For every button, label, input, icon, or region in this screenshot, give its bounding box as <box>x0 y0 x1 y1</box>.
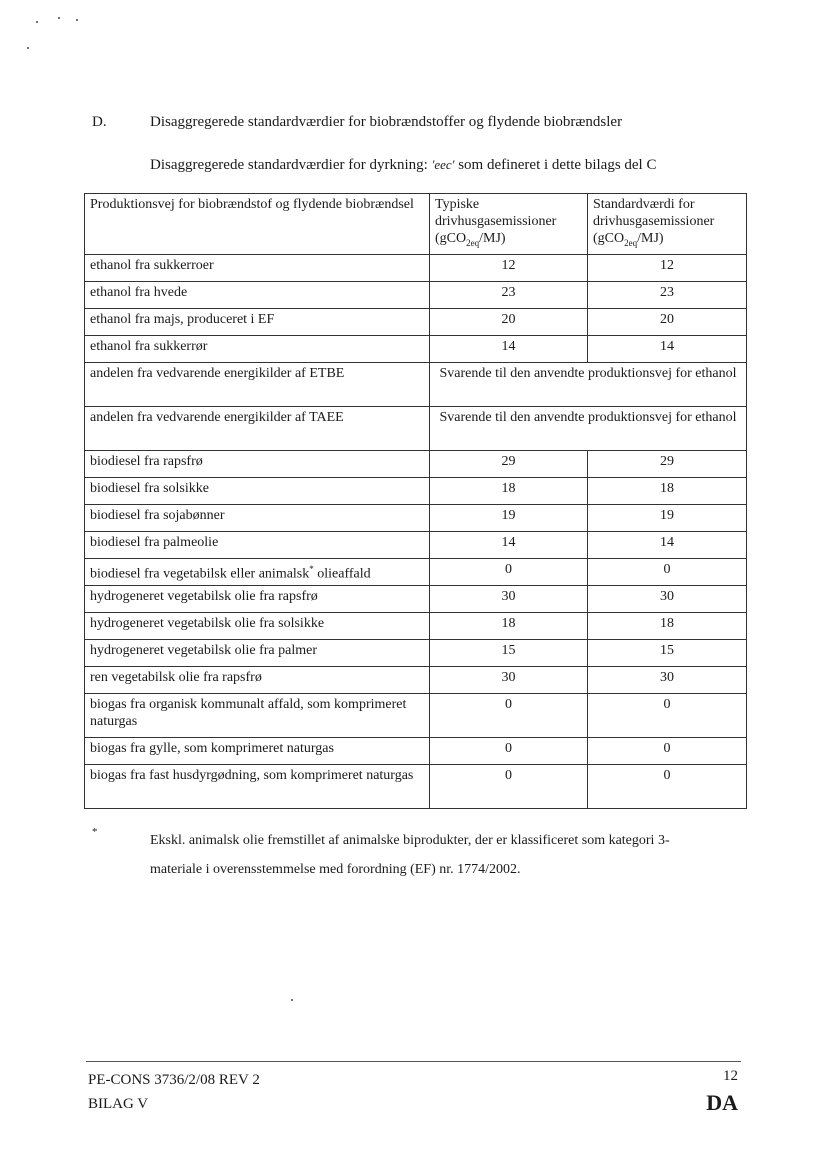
pathway-cell: biogas fra fast husdyrgødning, som komprimeret naturgas <box>85 764 430 808</box>
table-row <box>85 764 747 808</box>
header-typical <box>430 194 588 255</box>
pathway-text: biodiesel fra vegetabilsk eller animalsk <box>90 566 310 582</box>
header-default <box>588 194 747 255</box>
section-heading <box>92 114 622 131</box>
typical-value-cell: 0 <box>430 764 588 808</box>
pathway-cell: biodiesel fra solsikke <box>85 477 430 504</box>
header-pathway: Produktionsvej for biobrændstof og flydende biobrændsel <box>85 194 430 255</box>
default-value-cell: 23 <box>588 281 747 308</box>
scan-speck <box>36 21 38 23</box>
default-value-cell: 0 <box>588 693 747 737</box>
default-value-cell: 18 <box>588 477 747 504</box>
pathway-cell: biogas fra organisk kommunalt affald, som komprimeret naturgas <box>85 693 430 737</box>
typical-value-cell: 29 <box>430 450 588 477</box>
typical-value-cell: 12 <box>430 254 588 281</box>
default-value-cell: 14 <box>588 335 747 362</box>
default-value-cell: 0 <box>588 737 747 764</box>
document-reference: PE-CONS 3736/2/08 REV 2 <box>88 1072 260 1088</box>
table-row <box>85 335 747 362</box>
pathway-cell: ethanol fra sukkerrør <box>85 335 430 362</box>
table-row <box>85 308 747 335</box>
footnote-mark: * <box>92 826 98 838</box>
footer-reference <box>88 1068 260 1116</box>
table-subtitle <box>150 157 656 174</box>
default-value-cell: 30 <box>588 585 747 612</box>
pathway-cell: ethanol fra hvede <box>85 281 430 308</box>
default-value-cell: 30 <box>588 666 747 693</box>
table-row <box>85 558 747 585</box>
header-default-label: Standardværdi for drivhusgasemissioner <box>593 197 715 229</box>
header-typical-unit-post: /MJ) <box>479 231 506 246</box>
default-values-table <box>84 193 747 809</box>
footnote-text: Ekskl. animalsk olie fremstillet af animalske biprodukter, der er klassificeret som kategori 3-materiale i overensstemmelse med forordning (EF) nr. 1774/2002. <box>150 833 670 877</box>
footer-divider <box>86 1061 741 1062</box>
pathway-cell: biogas fra gylle, som komprimeret naturgas <box>85 737 430 764</box>
page-number: 12 <box>723 1068 738 1084</box>
typical-value-cell: 0 <box>430 737 588 764</box>
pathway-cell: biodiesel fra palmeolie <box>85 531 430 558</box>
default-value-cell: 29 <box>588 450 747 477</box>
header-typical-label: Typiske drivhusgasemissioner <box>435 197 557 229</box>
pathway-cell: ethanol fra sukkerroer <box>85 254 430 281</box>
table-row <box>85 639 747 666</box>
pathway-cell: andelen fra vedvarende energikilder af ETBE <box>85 362 430 406</box>
subtitle-text-tail: som defineret i dette bilags del C <box>454 157 657 173</box>
scan-speck <box>76 19 78 21</box>
merged-value-cell: Svarende til den anvendte produktionsvej for ethanol <box>430 406 747 450</box>
table-row <box>85 693 747 737</box>
table-row <box>85 477 747 504</box>
annex-label: BILAG V <box>88 1096 149 1112</box>
table-row <box>85 254 747 281</box>
typical-value-cell: 19 <box>430 504 588 531</box>
table-row <box>85 450 747 477</box>
typical-value-cell: 30 <box>430 585 588 612</box>
table-row <box>85 362 747 406</box>
default-value-cell: 0 <box>588 558 747 585</box>
pathway-cell: ethanol fra majs, produceret i EF <box>85 308 430 335</box>
pathway-cell: biodiesel fra rapsfrø <box>85 450 430 477</box>
header-default-unit-post: /MJ) <box>637 231 664 246</box>
section-title: Disaggregerede standardværdier for biobrændstoffer og flydende biobrændsler <box>150 114 623 130</box>
table-row <box>85 585 747 612</box>
typical-value-cell: 23 <box>430 281 588 308</box>
default-value-cell: 18 <box>588 612 747 639</box>
default-value-cell: 20 <box>588 308 747 335</box>
typical-value-cell: 20 <box>430 308 588 335</box>
typical-value-cell: 15 <box>430 639 588 666</box>
table-row <box>85 281 747 308</box>
typical-value-cell: 14 <box>430 335 588 362</box>
pathway-cell <box>85 558 430 585</box>
header-default-unit-sub: 2eq <box>624 237 638 248</box>
footnote-ref: * <box>309 563 314 574</box>
table-row <box>85 612 747 639</box>
pathway-cell: hydrogeneret vegetabilsk olie fra palmer <box>85 639 430 666</box>
pathway-cell: hydrogeneret vegetabilsk olie fra solsikke <box>85 612 430 639</box>
scan-speck <box>291 999 293 1001</box>
header-typical-unit-sub: 2eq <box>466 237 480 248</box>
header-default-unit-pre: (gCO <box>593 231 625 246</box>
subtitle-text: Disaggregerede standardværdier for dyrkning: <box>150 157 432 173</box>
typical-value-cell: 0 <box>430 558 588 585</box>
merged-value-cell: Svarende til den anvendte produktionsvej for ethanol <box>430 362 747 406</box>
subtitle-symbol: 'eec' <box>431 157 455 172</box>
typical-value-cell: 0 <box>430 693 588 737</box>
header-typical-unit-pre: (gCO <box>435 231 467 246</box>
default-value-cell: 14 <box>588 531 747 558</box>
table-row <box>85 504 747 531</box>
default-value-cell: 15 <box>588 639 747 666</box>
typical-value-cell: 18 <box>430 477 588 504</box>
section-letter: D. <box>92 114 107 130</box>
table-row <box>85 406 747 450</box>
typical-value-cell: 18 <box>430 612 588 639</box>
language-code: DA <box>706 1090 738 1115</box>
pathway-cell: ren vegetabilsk olie fra rapsfrø <box>85 666 430 693</box>
pathway-cell: andelen fra vedvarende energikilder af TAEE <box>85 406 430 450</box>
pathway-cell: hydrogeneret vegetabilsk olie fra rapsfrø <box>85 585 430 612</box>
default-value-cell: 0 <box>588 764 747 808</box>
table-row <box>85 666 747 693</box>
default-value-cell: 12 <box>588 254 747 281</box>
scan-speck <box>58 17 60 19</box>
scan-speck <box>27 47 29 49</box>
pathway-text-tail: olieaffald <box>313 566 371 582</box>
default-value-cell: 19 <box>588 504 747 531</box>
table-row <box>85 531 747 558</box>
table-row <box>85 737 747 764</box>
pathway-cell: biodiesel fra sojabønner <box>85 504 430 531</box>
typical-value-cell: 30 <box>430 666 588 693</box>
typical-value-cell: 14 <box>430 531 588 558</box>
